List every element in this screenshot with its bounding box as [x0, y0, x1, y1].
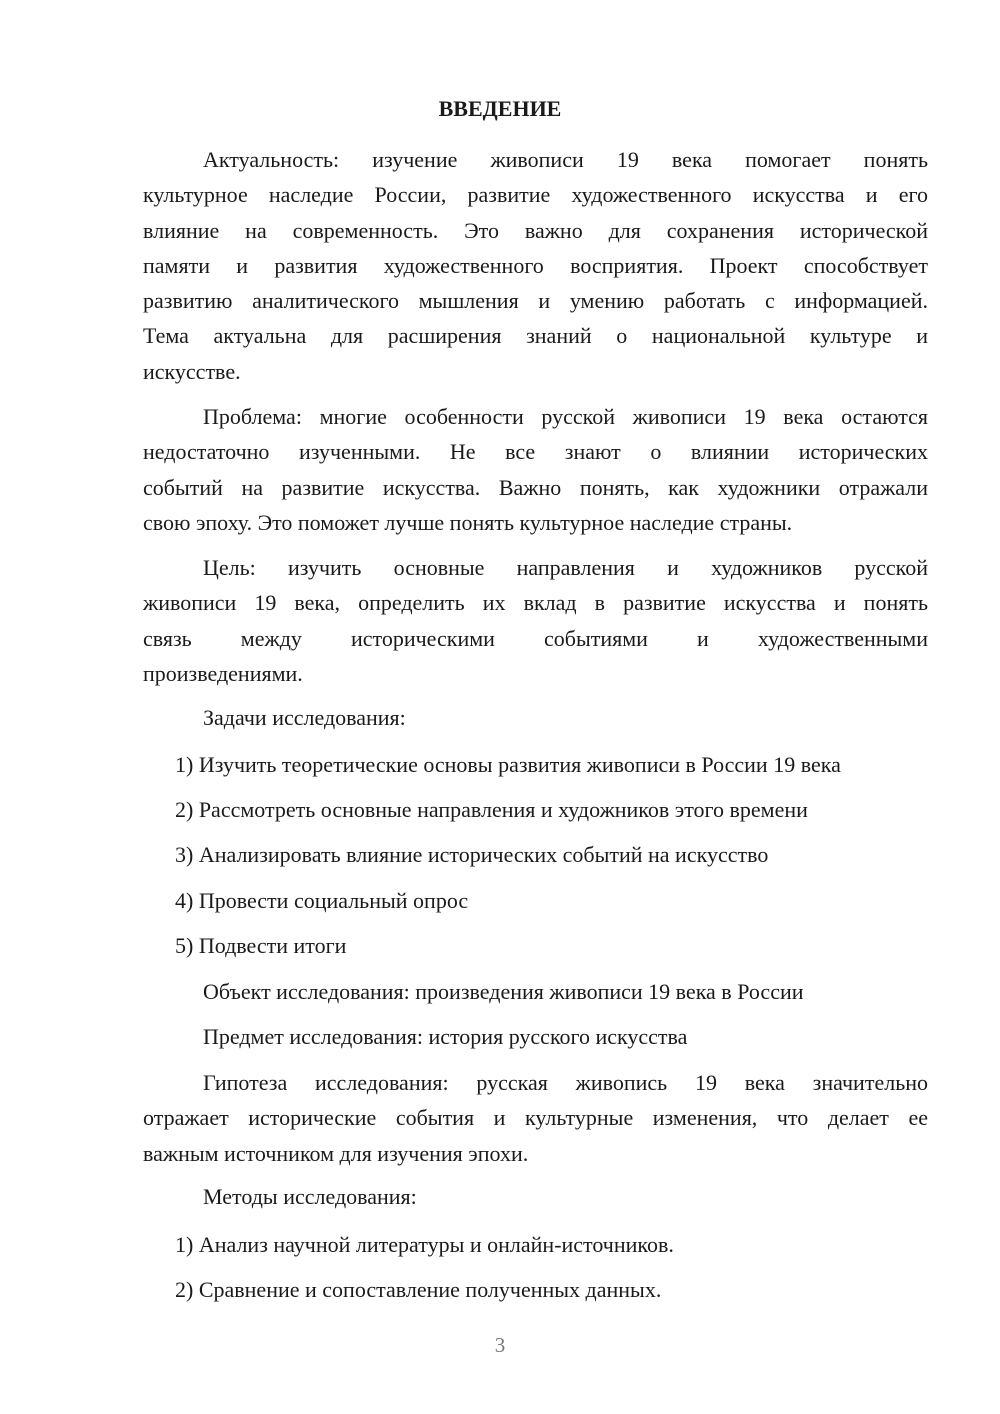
list-item: 4) Провести социальный опрос: [175, 887, 469, 913]
paragraph-line: событий на развитие искусства. Важно понять, как художники отражали: [143, 474, 928, 500]
paragraph-line: живописи 19 века, определить их вклад в развитие искусства и понять: [143, 590, 928, 616]
paragraph-line: искусстве.: [143, 358, 241, 384]
methods-heading: Методы исследования:: [203, 1184, 417, 1209]
section-title: ВВЕДЕНИЕ: [438, 96, 562, 121]
list-item: 2) Сравнение и сопоставление полученных данных.: [175, 1276, 662, 1302]
page-number: 3: [494, 1333, 506, 1357]
relevance-paragraph: [143, 142, 928, 389]
paragraph-line: Актуальность: изучение живописи 19 века помогает понять: [203, 147, 928, 172]
paragraph-line: Гипотеза исследования: русская живопись 19 века значительно: [203, 1070, 928, 1095]
paragraph-line: недостаточно изученными. Не все знают о влиянии исторических: [143, 439, 928, 465]
paragraph-line: развитию аналитического мышления и умению работать с информацией.: [143, 288, 928, 314]
paragraph-line: свою эпоху. Это поможет лучше понять культурное наследие страны.: [143, 509, 793, 535]
list-item: 5) Подвести итоги: [175, 932, 347, 958]
paragraph-line: памяти и развития художественного восприятия. Проект способствует: [143, 252, 928, 278]
paragraph-line: культурное наследие России, развитие художественного искусства и его: [143, 182, 928, 208]
list-item: 1) Анализ научной литературы и онлайн-источников.: [175, 1232, 674, 1257]
problem-paragraph: [143, 399, 928, 540]
list-item: 1) Изучить теоретические основы развития живописи в России 19 века: [175, 752, 841, 777]
goal-paragraph: [143, 550, 928, 691]
paragraph-line: произведениями.: [143, 660, 303, 686]
paragraph-line: Проблема: многие особенности русской живописи 19 века остаются: [203, 404, 928, 429]
tasks-heading: Задачи исследования:: [203, 705, 406, 730]
paragraph-line: отражает исторические события и культурные изменения, что делает ее: [143, 1105, 928, 1131]
paragraph-line: Цель: изучить основные направления и художников русской: [203, 555, 928, 580]
paragraph-line: важным источником для изучения эпохи.: [143, 1140, 529, 1166]
list-item: 2) Рассмотреть основные направления и художников этого времени: [175, 797, 808, 823]
paragraph-line: связь между историческими событиями и художественными: [143, 625, 928, 651]
paragraph-line: Тема актуальна для расширения знаний о национальной культуре и: [143, 323, 928, 349]
methods-list: [143, 1227, 928, 1316]
list-item: 3) Анализировать влияние исторических событий на искусство: [175, 842, 769, 868]
hypothesis-paragraph: [143, 1065, 928, 1171]
research-subject: Предмет исследования: история русского искусства: [203, 1024, 688, 1049]
research-object: Объект исследования: произведения живописи 19 века в России: [203, 979, 804, 1004]
tasks-list: [143, 747, 928, 973]
paragraph-line: влияние на современность. Это важно для сохранения исторической: [143, 217, 928, 243]
